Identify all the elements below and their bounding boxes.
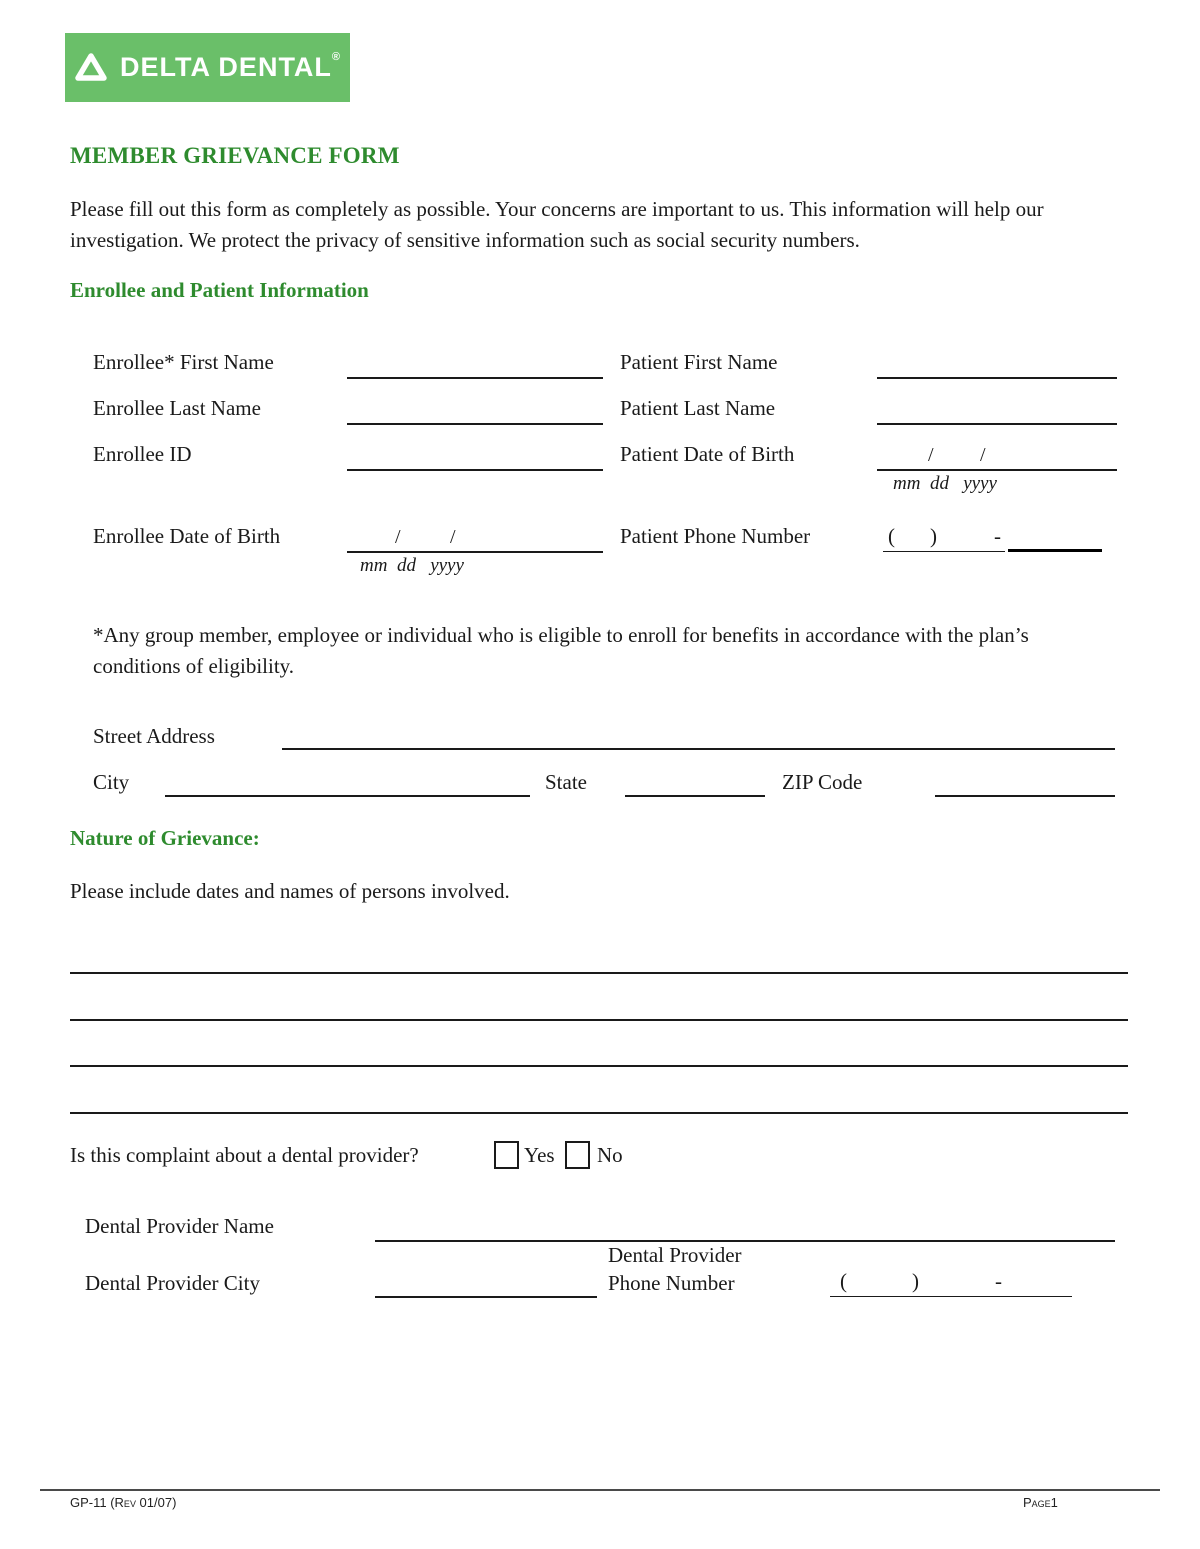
footer-page-number: Page1: [1023, 1495, 1058, 1510]
patient-dob-label: Patient Date of Birth: [620, 442, 795, 466]
no-checkbox[interactable]: [565, 1141, 590, 1169]
provider-city-line[interactable]: [375, 1296, 597, 1298]
patient-dob-slash-2: /: [980, 444, 986, 466]
footer-form-number: GP-11 (Rev 01/07): [70, 1495, 177, 1510]
footer-divider: [40, 1489, 1160, 1491]
patient-dob-line[interactable]: [877, 469, 1117, 471]
provider-city-label: Dental Provider City: [85, 1271, 260, 1295]
patient-last-name-line[interactable]: [877, 423, 1117, 425]
grievance-instruction: Please include dates and names of persons involved.: [70, 879, 510, 903]
provider-phone-paren-close: ): [912, 1269, 919, 1293]
grievance-writing-line-4[interactable]: [70, 1112, 1128, 1114]
delta-dental-logo: [65, 33, 350, 102]
provider-phone-label-line2: Phone Number: [608, 1271, 735, 1295]
enrollee-dob-format-hint: mm dd yyyy: [360, 555, 464, 576]
enrollee-first-name-line[interactable]: [347, 377, 603, 379]
patient-first-name-line[interactable]: [877, 377, 1117, 379]
patient-dob-slash-1: /: [928, 444, 934, 466]
city-line[interactable]: [165, 795, 530, 797]
patient-dob-format-hint: mm dd yyyy: [893, 473, 997, 494]
state-line[interactable]: [625, 795, 765, 797]
patient-phone-paren-open: (: [888, 524, 895, 548]
patient-phone-number-line[interactable]: [1008, 549, 1102, 552]
provider-phone-line[interactable]: [830, 1296, 1072, 1297]
zip-code-label: ZIP Code: [782, 770, 863, 794]
provider-phone-paren-open: (: [840, 1269, 847, 1293]
grievance-writing-line-2[interactable]: [70, 1019, 1128, 1021]
patient-phone-dash: -: [994, 524, 1001, 548]
complaint-question-label: Is this complaint about a dental provider?: [70, 1143, 419, 1167]
zip-code-line[interactable]: [935, 795, 1115, 797]
provider-name-line[interactable]: [375, 1240, 1115, 1242]
state-label: State: [545, 770, 587, 794]
enrollee-id-label: Enrollee ID: [93, 442, 192, 466]
grievance-writing-line-3[interactable]: [70, 1065, 1128, 1067]
provider-phone-dash: -: [995, 1269, 1002, 1293]
registered-mark: ®: [331, 51, 342, 63]
enrollee-dob-slash-1: /: [395, 526, 401, 548]
patient-phone-label: Patient Phone Number: [620, 524, 811, 548]
enrollee-last-name-line[interactable]: [347, 423, 603, 425]
enrollee-note: *Any group member, employee or individual who is eligible to enroll for benefits in accordance with the plan’s conditions of eligibility.: [93, 623, 1029, 678]
provider-name-label: Dental Provider Name: [85, 1214, 274, 1238]
section-heading-grievance: Nature of Grievance:: [70, 826, 260, 850]
yes-label: Yes: [524, 1143, 555, 1167]
delta-triangle-icon: [74, 52, 108, 83]
patient-phone-area-line[interactable]: [883, 551, 1005, 552]
enrollee-dob-label: Enrollee Date of Birth: [93, 524, 281, 548]
enrollee-last-name-label: Enrollee Last Name: [93, 396, 261, 420]
provider-phone-label-line1: Dental Provider: [608, 1243, 742, 1267]
enrollee-id-line[interactable]: [347, 469, 603, 471]
intro-paragraph: Please fill out this form as completely as possible. Your concerns are important to us. This information will help our investigation. We protect the privacy of sensitive information such as social security numbers.: [70, 197, 1044, 252]
enrollee-dob-slash-2: /: [450, 526, 456, 548]
no-label: No: [597, 1143, 623, 1167]
logo-brand-text: DELTA DENTAL®: [119, 51, 342, 82]
street-address-label: Street Address: [93, 724, 215, 748]
page-title: MEMBER GRIEVANCE FORM: [70, 143, 400, 168]
patient-phone-paren-close: ): [930, 524, 937, 548]
patient-last-name-label: Patient Last Name: [620, 396, 776, 420]
city-label: City: [93, 770, 130, 794]
grievance-writing-line-1[interactable]: [70, 972, 1128, 974]
enrollee-first-name-label: Enrollee* First Name: [93, 350, 274, 374]
street-address-line[interactable]: [282, 748, 1115, 750]
section-heading-enrollee-patient: Enrollee and Patient Information: [70, 278, 369, 302]
patient-first-name-label: Patient First Name: [620, 350, 778, 374]
enrollee-dob-line[interactable]: [347, 551, 603, 553]
yes-checkbox[interactable]: [494, 1141, 519, 1169]
